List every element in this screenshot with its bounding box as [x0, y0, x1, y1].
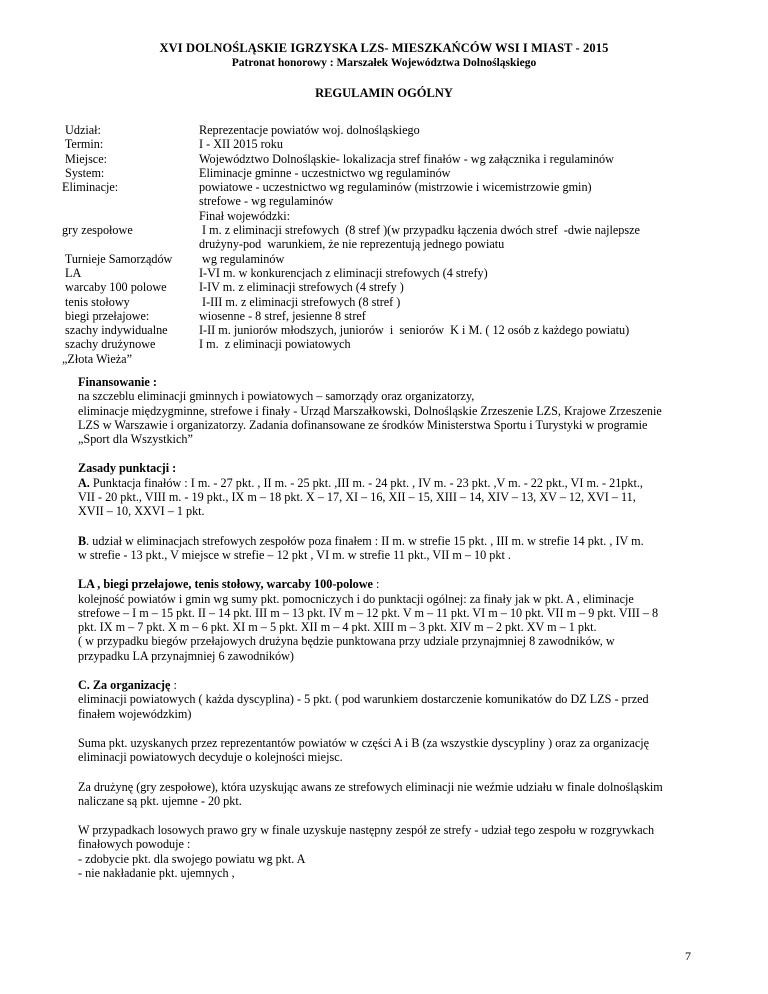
info-row	[62, 152, 640, 166]
info-row	[62, 323, 640, 337]
organization-heading: C. Za organizację :	[78, 678, 177, 693]
info-row	[62, 180, 640, 194]
info-row-value: I-VI m. w konkurencjach z eliminacji strefowych (4 strefy)	[199, 265, 488, 280]
info-row-value: Województwo Dolnośląskie- lokalizacja stref finałów - wg załącznika i regulaminów	[199, 151, 614, 166]
info-row	[62, 337, 640, 351]
info-row	[62, 237, 640, 251]
info-row-value: Eliminacje gminne - uczestnictwo wg regulaminów	[199, 165, 451, 180]
info-row-label	[62, 209, 199, 223]
info-row-value: I-II m. juniorów młodszych, juniorów i seniorów K i M. ( 12 osób z każdego powiatu)	[199, 323, 630, 338]
info-row-value: I-IV m. z eliminacji strefowych (4 strefy )	[199, 280, 404, 295]
info-row-value: drużyny-pod warunkiem, że nie reprezentują jednego powiatu	[199, 237, 505, 252]
info-row-value: powiatowe - uczestnictwo wg regulaminów (mistrzowie i wicemistrzowie gmin)	[199, 180, 592, 195]
info-row-value: I - XII 2015 roku	[199, 137, 283, 152]
scoring-b-label: B	[78, 533, 87, 548]
info-row-label: Termin:	[62, 137, 104, 152]
patronage-line: Patronat honorowy : Marszałek Województwa Dolnośląskiego	[231, 57, 537, 69]
info-row	[62, 295, 640, 309]
info-table	[62, 123, 640, 366]
info-row	[62, 123, 640, 137]
scoring-b-text: . udział w eliminacjach strefowych zespołów poza finałem : II m. w strefie 15 pkt. , III m. w strefie 14 pkt. , IV m. w strefie - 13 pkt., V miejsce w strefie – 12 pkt , VI m. w strefie 11 pkt., VII m – 10 pkt .	[78, 533, 644, 562]
regulations-title: REGULAMIN OGÓLNY	[315, 86, 453, 100]
organization-text: eliminacji powiatowych ( każda dyscyplina) - 5 pkt. ( pod warunkiem dostarczenie komunikatów do DZ LZS - przed finałem wojewódzkim)	[78, 692, 649, 721]
info-row	[62, 166, 640, 180]
info-row-label: Miejsce:	[62, 151, 108, 166]
info-row	[62, 309, 640, 323]
info-row-label: Eliminacje:	[62, 180, 119, 195]
info-row-value: Finał wojewódzki:	[199, 208, 291, 223]
info-row	[62, 252, 640, 266]
info-row	[62, 137, 640, 151]
scoring-a-text: Punktacja finałów : I m. - 27 pkt. , II m. - 25 pkt. ,III m. - 24 pkt. , IV m. - 23 pkt. ,V m. - 22 pkt., VI m. - 21pkt., VII - 20 pkt., VIII m. - 19 pkt., IX m – 18 pkt. X – 17, XI – 16, XII – 15, XIII – 14, XIV – 13, XV – 12, XVI – 11, XVII – 10, XXVI – 1 pkt.	[78, 475, 643, 519]
info-row-value: strefowe - wg regulaminów	[199, 194, 334, 209]
info-row-label: Udział:	[62, 123, 101, 137]
info-row-value: I m. z eliminacji strefowych (8 stref )(w przypadku łączenia dwóch stref -dwie najlepsze	[199, 223, 640, 238]
info-row-value: I-III m. z eliminacji strefowych (8 stref )	[199, 294, 401, 309]
random-cases-paragraph: W przypadkach losowych prawo gry w finale uzyskuje następny zespół ze strefy - udział tego zespołu w rozgrywkach finałowych powoduje : - zdobycie pkt. dla swojego powiatu wg pkt. A - nie nakładanie pkt. ujemnych ,	[78, 823, 655, 881]
sum-paragraph: Suma pkt. uzyskanych przez reprezentantów powiatów w części A i B (za wszystkie dyscypliny ) oraz za organizację eliminacji powiatowych decyduje o kolejności miejsc.	[78, 735, 650, 765]
info-row	[62, 352, 640, 366]
info-row-label	[62, 194, 199, 208]
info-row	[62, 209, 640, 223]
info-row-label: tenis stołowy	[62, 294, 130, 309]
info-row-label: gry zespołowe	[62, 223, 133, 238]
scoring-section-a	[78, 476, 698, 519]
scoring-a-label: A.	[78, 475, 90, 490]
info-row-value: I m. z eliminacji powiatowych	[199, 337, 351, 352]
la-text: kolejność powiatów i gmin wg sumy pkt. pomocniczych i do punktacji ogólnej: za finały jak w pkt. A , eliminacje strefowe – I m – 15 pkt. II – 14 pkt. III m – 13 pkt. IV m – 12 pkt. V m – 11 pkt. VI m – 10 pkt. VII m – 9 pkt. VIII – 8 pkt. IX m – 7 pkt. X m – 6 pkt. XI m – 5 pkt. XII m – 4 pkt. XIII m – 3 pkt. XIV m – 2 pkt. XV m – 1 pkt. ( w przypadku biegów przełajowych drużyna będzie punktowana przy udziale przynajmniej 8 zawodników, w przypadku LA przynajmniej 6 zawodników)	[78, 591, 659, 663]
info-row-label: Turnieje Samorządów	[62, 251, 173, 266]
info-row-label: warcaby 100 polowe	[62, 280, 167, 295]
info-row-label: szachy drużynowe	[62, 337, 156, 352]
info-row-label: „Złota Wieża”	[62, 351, 132, 366]
info-row-label: szachy indywidualne	[62, 323, 168, 338]
scoring-section-b	[78, 534, 698, 563]
info-row-label: biegi przełajowe:	[62, 308, 150, 323]
info-row-label: System:	[62, 165, 105, 180]
info-row	[62, 266, 640, 280]
financing-text: na szczeblu eliminacji gminnych i powiatowych – samorządy oraz organizatorzy, eliminacje międzygminne, strefowe i finały - Urząd Marszałkowski, Dolnośląskie Zrzeszenie LZS, Krajowe Zrzeszenie LZS w Warszawie i organizatorzy. Zadania dofinansowane ze środków Ministerstwa Sportu i Turystyki w programie „Sport dla Wszystkich”	[78, 389, 662, 447]
team-penalty-paragraph: Za drużynę (gry zespołowe), która uzyskując awans ze strefowych eliminacji nie weźmie udziału w finale dolnośląskim naliczane są pkt. ujemne - 20 pkt.	[78, 779, 663, 808]
info-row	[62, 194, 640, 208]
page-number: 7	[685, 949, 691, 963]
info-row	[62, 280, 640, 294]
la-heading: LA , biegi przełajowe, tenis stołowy, warcaby 100-polowe :	[78, 577, 380, 592]
document-title: XVI DOLNOŚLĄSKIE IGRZYSKA LZS- MIESZKAŃCÓW WSI I MIAST - 2015	[159, 41, 609, 55]
info-row-label	[62, 237, 199, 251]
document-body	[78, 375, 698, 880]
info-row	[62, 223, 640, 237]
financing-heading: Finansowanie :	[78, 375, 157, 389]
info-row-value: Reprezentacje powiatów woj. dolnośląskiego	[199, 123, 420, 137]
scoring-heading: Zasady punktacji :	[78, 461, 177, 476]
info-row-value: wg regulaminów	[199, 251, 285, 266]
info-row-label: LA	[62, 265, 82, 280]
info-row-value: wiosenne - 8 stref, jesienne 8 stref	[199, 308, 366, 323]
